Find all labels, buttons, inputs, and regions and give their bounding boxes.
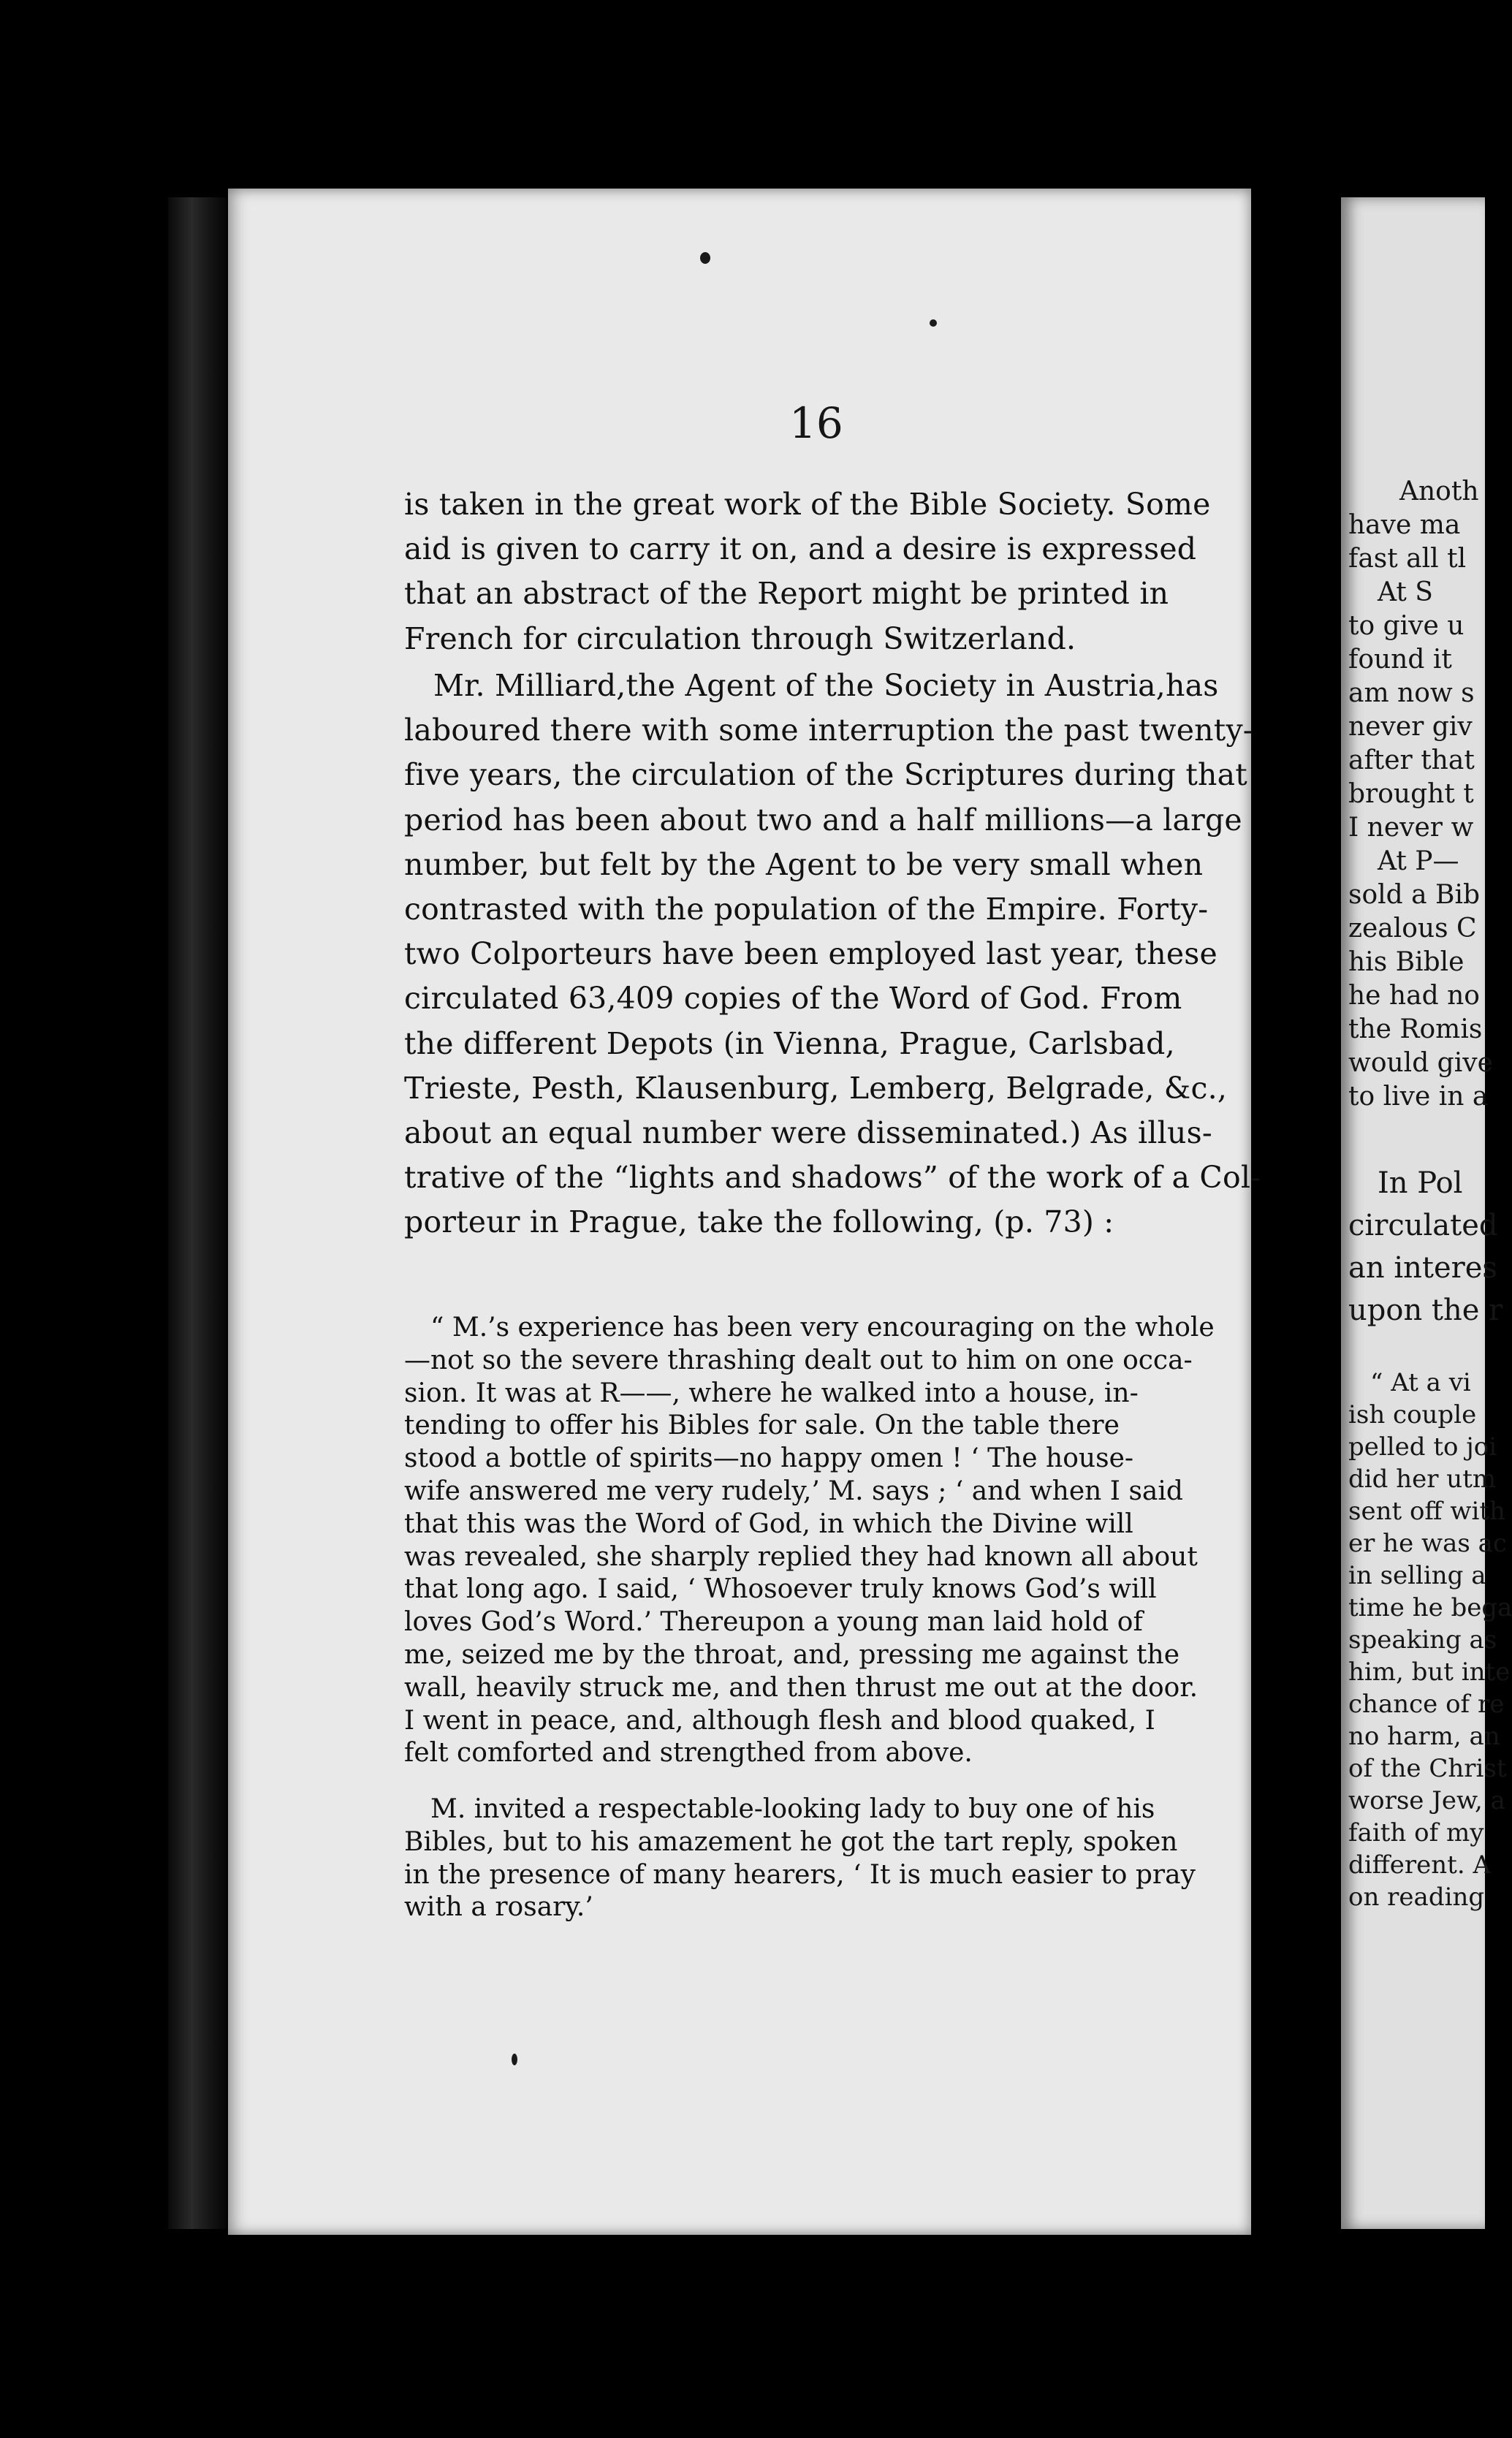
quote-line: wall, heavily struck me, and then thrust me out at the door. <box>404 1672 1198 1703</box>
quotation-block <box>404 1312 1235 1770</box>
opposite-line: At S <box>1378 577 1433 607</box>
opposite-line: an interes <box>1348 1251 1497 1285</box>
quote-line: M. invited a respectable-looking lady to buy one of his <box>430 1794 1155 1824</box>
opposite-line: er he was ac <box>1348 1529 1507 1558</box>
opposite-page-text-bottom <box>1348 1367 1512 1913</box>
opposite-line: time he bega <box>1348 1593 1512 1622</box>
opposite-line: the Romis <box>1348 1014 1483 1044</box>
text-line: that an abstract of the Report might be printed in <box>404 576 1169 612</box>
page-number: 16 <box>789 398 843 448</box>
quote-line: stood a bottle of spirits—no happy omen ! ‘ The house- <box>404 1443 1134 1474</box>
opposite-line: never giv <box>1348 712 1473 742</box>
opposite-line: pelled to joi <box>1348 1432 1497 1462</box>
quote-line: —not so the severe thrashing dealt out to him on one occa- <box>404 1345 1193 1375</box>
opposite-line: circulated <box>1348 1209 1498 1242</box>
opposite-line: Anoth <box>1399 476 1479 506</box>
opposite-line: worse Jew, a <box>1348 1786 1505 1815</box>
text-line: is taken in the great work of the Bible Society. Some <box>404 487 1211 522</box>
text-line: aid is given to carry it on, and a desire is expressed <box>404 531 1197 567</box>
opposite-line: am now s <box>1348 678 1475 708</box>
quote-line: sion. It was at R——, where he walked into a house, in- <box>404 1378 1139 1408</box>
quote-line: me, seized me by the throat, and, pressing me against the <box>404 1639 1180 1670</box>
quote-line: loves God’s Word.’ Thereupon a young man laid hold of <box>404 1607 1143 1638</box>
opposite-line: have ma <box>1348 510 1461 540</box>
paragraph-austria <box>404 664 1261 1245</box>
quote-line: in the presence of many hearers, ‘ It is much easier to pray <box>404 1859 1196 1890</box>
text-line: Mr. Milliard,the Agent of the Society in Austria,has <box>433 668 1219 703</box>
text-line: five years, the circulation of the Scriptures during that <box>404 757 1247 793</box>
opposite-line: chance of re <box>1348 1690 1505 1719</box>
paragraph-continuation <box>404 482 1235 661</box>
text-line: number, but felt by the Agent to be very small when <box>404 846 1204 882</box>
opposite-line: In Pol <box>1378 1166 1463 1200</box>
text-line: the different Depots (in Vienna, Prague, Carlsbad, <box>404 1025 1175 1061</box>
opposite-line: no harm, an <box>1348 1722 1500 1751</box>
quote-line: wife answered me very rudely,’ M. says ; ‘ and when I said <box>404 1476 1183 1506</box>
opposite-line: fast all tl <box>1348 544 1467 574</box>
ink-speck <box>512 2054 517 2065</box>
opposite-line: upon the r <box>1348 1294 1503 1327</box>
quotation-block-2 <box>404 1793 1235 1924</box>
ink-speck <box>930 319 937 327</box>
quote-line: tending to offer his Bibles for sale. On the table there <box>404 1410 1120 1441</box>
text-line: circulated 63,409 copies of the Word of God. From <box>404 981 1182 1017</box>
opposite-line: speaking as <box>1348 1625 1497 1655</box>
quote-line: felt comforted and strengthed from above. <box>404 1738 973 1769</box>
opposite-line: sent off with <box>1348 1497 1505 1526</box>
opposite-line: on reading <box>1348 1883 1485 1912</box>
opposite-line: after that <box>1348 745 1475 775</box>
opposite-line: to live in a <box>1348 1082 1489 1112</box>
text-line: two Colporteurs have been employed last year, these <box>404 936 1217 972</box>
opposite-line: in selling a <box>1348 1561 1486 1590</box>
opposite-line: “ At a vi <box>1370 1368 1471 1397</box>
opposite-page-text-middle <box>1348 1162 1503 1332</box>
opposite-line: him, but inte <box>1348 1657 1511 1687</box>
quote-line: was revealed, she sharply replied they had known all about <box>404 1541 1198 1572</box>
opposite-line: found it <box>1348 645 1452 675</box>
text-line: period has been about two and a half millions—a large <box>404 802 1242 838</box>
opposite-page-text-top <box>1348 475 1493 1114</box>
text-line: contrasted with the population of the Empire. Forty- <box>404 891 1209 927</box>
quote-line: Bibles, but to his amazement he got the tart reply, spoken <box>404 1826 1178 1857</box>
quote-line: with a rosary.’ <box>404 1892 593 1923</box>
quote-line: that long ago. I said, ‘ Whosoever truly knows God’s will <box>404 1574 1157 1605</box>
ink-speck <box>700 252 710 264</box>
opposite-line: ish couple <box>1348 1400 1477 1429</box>
opposite-line: he had no <box>1348 981 1480 1011</box>
opposite-line: different. A <box>1348 1850 1492 1880</box>
opposite-line: would give <box>1348 1048 1493 1078</box>
text-line: laboured there with some interruption the past twenty- <box>404 713 1253 748</box>
opposite-line: of the Christ <box>1348 1754 1507 1783</box>
opposite-line: brought t <box>1348 779 1474 809</box>
text-line: porteur in Prague, take the following, (p. 73) : <box>404 1204 1114 1240</box>
text-line: Trieste, Pesth, Klausenburg, Lemberg, Belgrade, &c., <box>404 1070 1228 1106</box>
quote-line: “ M.’s experience has been very encouraging on the whole <box>430 1313 1215 1343</box>
opposite-line: zealous C <box>1348 914 1477 943</box>
text-line: French for circulation through Switzerland. <box>404 620 1076 656</box>
quote-line: that this was the Word of God, in which the Divine will <box>404 1508 1133 1539</box>
quote-line: I went in peace, and, although flesh and blood quaked, I <box>404 1705 1155 1736</box>
opposite-line: his Bible <box>1348 947 1464 977</box>
book-binding <box>168 197 227 2229</box>
text-line: trative of the “lights and shadows” of the work of a Col- <box>404 1160 1261 1196</box>
opposite-line: faith of my <box>1348 1818 1484 1848</box>
opposite-line: to give u <box>1348 611 1464 641</box>
opposite-line: did her utm <box>1348 1465 1497 1494</box>
opposite-line: At P— <box>1378 846 1459 876</box>
text-line: about an equal number were disseminated.) As illus- <box>404 1114 1212 1150</box>
opposite-line: I never w <box>1348 813 1474 843</box>
opposite-line: sold a Bib <box>1348 880 1481 910</box>
